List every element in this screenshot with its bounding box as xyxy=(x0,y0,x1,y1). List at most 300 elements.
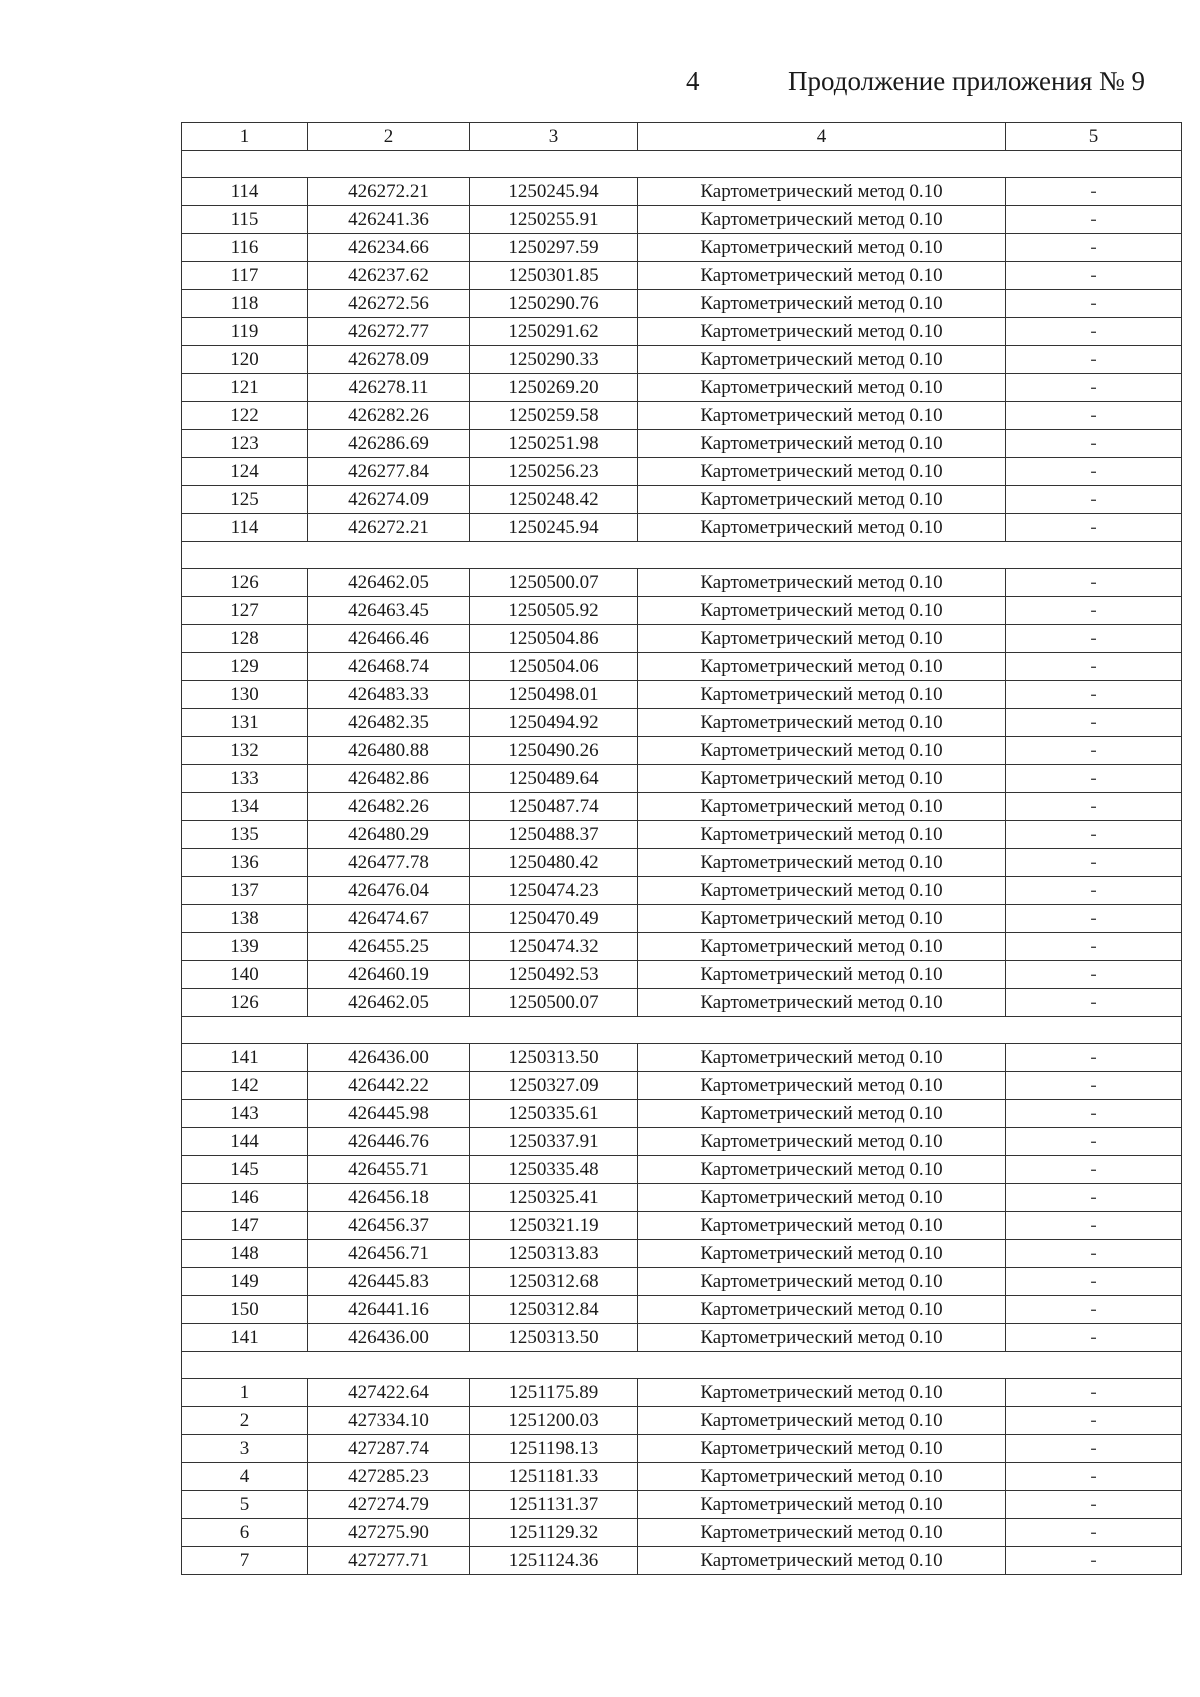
y-coordinate-cell: 1250498.01 xyxy=(470,681,638,709)
table-row xyxy=(182,961,1182,989)
y-coordinate-cell: 1251198.13 xyxy=(470,1435,638,1463)
note-cell: - xyxy=(1006,402,1182,430)
x-coordinate-cell: 426442.22 xyxy=(308,1072,470,1100)
method-cell: Картометрический метод 0.10 xyxy=(638,234,1006,262)
method-cell: Картометрический метод 0.10 xyxy=(638,458,1006,486)
table-row xyxy=(182,933,1182,961)
table-row xyxy=(182,569,1182,597)
note-cell: - xyxy=(1006,1463,1182,1491)
x-coordinate-cell: 426278.11 xyxy=(308,374,470,402)
point-number-cell: 135 xyxy=(182,821,308,849)
note-cell: - xyxy=(1006,737,1182,765)
x-coordinate-cell: 427287.74 xyxy=(308,1435,470,1463)
header-cell: 4 xyxy=(638,123,1006,151)
table-row xyxy=(182,1547,1182,1575)
point-number-cell: 145 xyxy=(182,1156,308,1184)
note-cell: - xyxy=(1006,458,1182,486)
method-cell: Картометрический метод 0.10 xyxy=(638,402,1006,430)
x-coordinate-cell: 426272.77 xyxy=(308,318,470,346)
x-coordinate-cell: 427277.71 xyxy=(308,1547,470,1575)
point-number-cell: 137 xyxy=(182,877,308,905)
method-cell: Картометрический метод 0.10 xyxy=(638,1072,1006,1100)
note-cell: - xyxy=(1006,1044,1182,1072)
point-number-cell: 139 xyxy=(182,933,308,961)
method-cell: Картометрический метод 0.10 xyxy=(638,1240,1006,1268)
method-cell: Картометрический метод 0.10 xyxy=(638,1044,1006,1072)
header-cell: 5 xyxy=(1006,123,1182,151)
table-row xyxy=(182,709,1182,737)
point-number-cell: 124 xyxy=(182,458,308,486)
header-cell: 2 xyxy=(308,123,470,151)
x-coordinate-cell: 426455.25 xyxy=(308,933,470,961)
method-cell: Картометрический метод 0.10 xyxy=(638,793,1006,821)
table-row xyxy=(182,1156,1182,1184)
group-separator-cell xyxy=(182,1352,1182,1379)
method-cell: Картометрический метод 0.10 xyxy=(638,374,1006,402)
point-number-cell: 130 xyxy=(182,681,308,709)
method-cell: Картометрический метод 0.10 xyxy=(638,1212,1006,1240)
note-cell: - xyxy=(1006,765,1182,793)
y-coordinate-cell: 1250327.09 xyxy=(470,1072,638,1100)
method-cell: Картометрический метод 0.10 xyxy=(638,1463,1006,1491)
table-row xyxy=(182,486,1182,514)
point-number-cell: 134 xyxy=(182,793,308,821)
note-cell: - xyxy=(1006,1435,1182,1463)
table-row xyxy=(182,178,1182,206)
method-cell: Картометрический метод 0.10 xyxy=(638,765,1006,793)
table-row xyxy=(182,346,1182,374)
point-number-cell: 138 xyxy=(182,905,308,933)
method-cell: Картометрический метод 0.10 xyxy=(638,1435,1006,1463)
x-coordinate-cell: 427422.64 xyxy=(308,1379,470,1407)
group-separator-row xyxy=(182,542,1182,569)
table-row xyxy=(182,262,1182,290)
note-cell: - xyxy=(1006,1296,1182,1324)
point-number-cell: 1 xyxy=(182,1379,308,1407)
x-coordinate-cell: 426460.19 xyxy=(308,961,470,989)
note-cell: - xyxy=(1006,989,1182,1017)
method-cell: Картометрический метод 0.10 xyxy=(638,1100,1006,1128)
point-number-cell: 117 xyxy=(182,262,308,290)
x-coordinate-cell: 426462.05 xyxy=(308,989,470,1017)
x-coordinate-cell: 426476.04 xyxy=(308,877,470,905)
point-number-cell: 144 xyxy=(182,1128,308,1156)
y-coordinate-cell: 1250291.62 xyxy=(470,318,638,346)
point-number-cell: 127 xyxy=(182,597,308,625)
note-cell: - xyxy=(1006,1072,1182,1100)
point-number-cell: 141 xyxy=(182,1324,308,1352)
point-number-cell: 150 xyxy=(182,1296,308,1324)
method-cell: Картометрический метод 0.10 xyxy=(638,569,1006,597)
point-number-cell: 128 xyxy=(182,625,308,653)
x-coordinate-cell: 426272.56 xyxy=(308,290,470,318)
method-cell: Картометрический метод 0.10 xyxy=(638,1407,1006,1435)
point-number-cell: 142 xyxy=(182,1072,308,1100)
table-row xyxy=(182,374,1182,402)
table-row xyxy=(182,1268,1182,1296)
table-row xyxy=(182,1379,1182,1407)
header-cell: 3 xyxy=(470,123,638,151)
method-cell: Картометрический метод 0.10 xyxy=(638,206,1006,234)
table-row xyxy=(182,849,1182,877)
y-coordinate-cell: 1250313.83 xyxy=(470,1240,638,1268)
note-cell: - xyxy=(1006,1324,1182,1352)
method-cell: Картометрический метод 0.10 xyxy=(638,1184,1006,1212)
table-row xyxy=(182,1435,1182,1463)
note-cell: - xyxy=(1006,961,1182,989)
note-cell: - xyxy=(1006,318,1182,346)
x-coordinate-cell: 426463.45 xyxy=(308,597,470,625)
note-cell: - xyxy=(1006,346,1182,374)
point-number-cell: 4 xyxy=(182,1463,308,1491)
x-coordinate-cell: 426272.21 xyxy=(308,514,470,542)
note-cell: - xyxy=(1006,1128,1182,1156)
table-row xyxy=(182,1463,1182,1491)
table-row xyxy=(182,1044,1182,1072)
x-coordinate-cell: 426462.05 xyxy=(308,569,470,597)
y-coordinate-cell: 1250492.53 xyxy=(470,961,638,989)
note-cell: - xyxy=(1006,1491,1182,1519)
x-coordinate-cell: 426241.36 xyxy=(308,206,470,234)
point-number-cell: 114 xyxy=(182,514,308,542)
table-body xyxy=(182,123,1182,1575)
note-cell: - xyxy=(1006,1184,1182,1212)
coordinates-table xyxy=(181,122,1182,1575)
method-cell: Картометрический метод 0.10 xyxy=(638,1156,1006,1184)
table-row xyxy=(182,430,1182,458)
x-coordinate-cell: 426272.21 xyxy=(308,178,470,206)
table-row xyxy=(182,318,1182,346)
y-coordinate-cell: 1250488.37 xyxy=(470,821,638,849)
y-coordinate-cell: 1250480.42 xyxy=(470,849,638,877)
header-row xyxy=(182,123,1182,151)
table-row xyxy=(182,206,1182,234)
note-cell: - xyxy=(1006,234,1182,262)
method-cell: Картометрический метод 0.10 xyxy=(638,905,1006,933)
y-coordinate-cell: 1250490.26 xyxy=(470,737,638,765)
x-coordinate-cell: 426466.46 xyxy=(308,625,470,653)
table-row xyxy=(182,234,1182,262)
table-row xyxy=(182,793,1182,821)
point-number-cell: 115 xyxy=(182,206,308,234)
point-number-cell: 149 xyxy=(182,1268,308,1296)
x-coordinate-cell: 427274.79 xyxy=(308,1491,470,1519)
x-coordinate-cell: 426446.76 xyxy=(308,1128,470,1156)
method-cell: Картометрический метод 0.10 xyxy=(638,737,1006,765)
group-separator-cell xyxy=(182,1017,1182,1044)
method-cell: Картометрический метод 0.10 xyxy=(638,681,1006,709)
method-cell: Картометрический метод 0.10 xyxy=(638,1547,1006,1575)
y-coordinate-cell: 1250245.94 xyxy=(470,178,638,206)
table-row xyxy=(182,1072,1182,1100)
table-row xyxy=(182,597,1182,625)
note-cell: - xyxy=(1006,1100,1182,1128)
note-cell: - xyxy=(1006,849,1182,877)
y-coordinate-cell: 1250335.61 xyxy=(470,1100,638,1128)
table-row xyxy=(182,653,1182,681)
x-coordinate-cell: 426483.33 xyxy=(308,681,470,709)
method-cell: Картометрический метод 0.10 xyxy=(638,709,1006,737)
method-cell: Картометрический метод 0.10 xyxy=(638,1519,1006,1547)
x-coordinate-cell: 426456.37 xyxy=(308,1212,470,1240)
x-coordinate-cell: 426237.62 xyxy=(308,262,470,290)
point-number-cell: 133 xyxy=(182,765,308,793)
method-cell: Картометрический метод 0.10 xyxy=(638,1268,1006,1296)
y-coordinate-cell: 1250248.42 xyxy=(470,486,638,514)
note-cell: - xyxy=(1006,905,1182,933)
y-coordinate-cell: 1250474.32 xyxy=(470,933,638,961)
method-cell: Картометрический метод 0.10 xyxy=(638,290,1006,318)
table-row xyxy=(182,1128,1182,1156)
point-number-cell: 136 xyxy=(182,849,308,877)
point-number-cell: 126 xyxy=(182,569,308,597)
x-coordinate-cell: 426278.09 xyxy=(308,346,470,374)
y-coordinate-cell: 1251200.03 xyxy=(470,1407,638,1435)
y-coordinate-cell: 1250504.06 xyxy=(470,653,638,681)
method-cell: Картометрический метод 0.10 xyxy=(638,653,1006,681)
note-cell: - xyxy=(1006,1519,1182,1547)
method-cell: Картометрический метод 0.10 xyxy=(638,318,1006,346)
y-coordinate-cell: 1250269.20 xyxy=(470,374,638,402)
table-row xyxy=(182,905,1182,933)
y-coordinate-cell: 1251175.89 xyxy=(470,1379,638,1407)
x-coordinate-cell: 426274.09 xyxy=(308,486,470,514)
note-cell: - xyxy=(1006,877,1182,905)
note-cell: - xyxy=(1006,933,1182,961)
method-cell: Картометрический метод 0.10 xyxy=(638,1128,1006,1156)
table-row xyxy=(182,737,1182,765)
point-number-cell: 118 xyxy=(182,290,308,318)
x-coordinate-cell: 426480.88 xyxy=(308,737,470,765)
y-coordinate-cell: 1250489.64 xyxy=(470,765,638,793)
note-cell: - xyxy=(1006,1547,1182,1575)
point-number-cell: 147 xyxy=(182,1212,308,1240)
point-number-cell: 114 xyxy=(182,178,308,206)
x-coordinate-cell: 427285.23 xyxy=(308,1463,470,1491)
note-cell: - xyxy=(1006,1379,1182,1407)
header-cell: 1 xyxy=(182,123,308,151)
y-coordinate-cell: 1250505.92 xyxy=(470,597,638,625)
point-number-cell: 120 xyxy=(182,346,308,374)
point-number-cell: 7 xyxy=(182,1547,308,1575)
table-row xyxy=(182,514,1182,542)
group-separator-row xyxy=(182,1352,1182,1379)
y-coordinate-cell: 1250500.07 xyxy=(470,989,638,1017)
x-coordinate-cell: 426480.29 xyxy=(308,821,470,849)
note-cell: - xyxy=(1006,1407,1182,1435)
point-number-cell: 129 xyxy=(182,653,308,681)
x-coordinate-cell: 426477.78 xyxy=(308,849,470,877)
table-row xyxy=(182,877,1182,905)
method-cell: Картометрический метод 0.10 xyxy=(638,933,1006,961)
point-number-cell: 121 xyxy=(182,374,308,402)
x-coordinate-cell: 427334.10 xyxy=(308,1407,470,1435)
table-row xyxy=(182,1212,1182,1240)
method-cell: Картометрический метод 0.10 xyxy=(638,1379,1006,1407)
y-coordinate-cell: 1250301.85 xyxy=(470,262,638,290)
y-coordinate-cell: 1250312.68 xyxy=(470,1268,638,1296)
method-cell: Картометрический метод 0.10 xyxy=(638,625,1006,653)
method-cell: Картометрический метод 0.10 xyxy=(638,346,1006,374)
method-cell: Картометрический метод 0.10 xyxy=(638,849,1006,877)
table-row xyxy=(182,989,1182,1017)
method-cell: Картометрический метод 0.10 xyxy=(638,1491,1006,1519)
point-number-cell: 146 xyxy=(182,1184,308,1212)
method-cell: Картометрический метод 0.10 xyxy=(638,262,1006,290)
method-cell: Картометрический метод 0.10 xyxy=(638,597,1006,625)
x-coordinate-cell: 426482.26 xyxy=(308,793,470,821)
x-coordinate-cell: 426456.71 xyxy=(308,1240,470,1268)
note-cell: - xyxy=(1006,262,1182,290)
point-number-cell: 143 xyxy=(182,1100,308,1128)
table-row xyxy=(182,1184,1182,1212)
x-coordinate-cell: 426456.18 xyxy=(308,1184,470,1212)
x-coordinate-cell: 426468.74 xyxy=(308,653,470,681)
note-cell: - xyxy=(1006,821,1182,849)
note-cell: - xyxy=(1006,1268,1182,1296)
method-cell: Картометрический метод 0.10 xyxy=(638,178,1006,206)
y-coordinate-cell: 1250494.92 xyxy=(470,709,638,737)
note-cell: - xyxy=(1006,709,1182,737)
table-row xyxy=(182,1324,1182,1352)
x-coordinate-cell: 426234.66 xyxy=(308,234,470,262)
point-number-cell: 3 xyxy=(182,1435,308,1463)
method-cell: Картометрический метод 0.10 xyxy=(638,1324,1006,1352)
y-coordinate-cell: 1250500.07 xyxy=(470,569,638,597)
table-row xyxy=(182,625,1182,653)
group-separator-row xyxy=(182,151,1182,178)
point-number-cell: 125 xyxy=(182,486,308,514)
point-number-cell: 140 xyxy=(182,961,308,989)
y-coordinate-cell: 1250474.23 xyxy=(470,877,638,905)
page-heading: Продолжение приложения № 9 xyxy=(788,66,1146,96)
method-cell: Картометрический метод 0.10 xyxy=(638,1296,1006,1324)
y-coordinate-cell: 1250487.74 xyxy=(470,793,638,821)
x-coordinate-cell: 426445.83 xyxy=(308,1268,470,1296)
point-number-cell: 119 xyxy=(182,318,308,346)
table-row xyxy=(182,765,1182,793)
y-coordinate-cell: 1251181.33 xyxy=(470,1463,638,1491)
x-coordinate-cell: 426441.16 xyxy=(308,1296,470,1324)
y-coordinate-cell: 1250335.48 xyxy=(470,1156,638,1184)
y-coordinate-cell: 1250504.86 xyxy=(470,625,638,653)
point-number-cell: 123 xyxy=(182,430,308,458)
note-cell: - xyxy=(1006,793,1182,821)
note-cell: - xyxy=(1006,374,1182,402)
note-cell: - xyxy=(1006,178,1182,206)
table-row xyxy=(182,1407,1182,1435)
point-number-cell: 148 xyxy=(182,1240,308,1268)
method-cell: Картометрический метод 0.10 xyxy=(638,514,1006,542)
note-cell: - xyxy=(1006,597,1182,625)
x-coordinate-cell: 426436.00 xyxy=(308,1044,470,1072)
note-cell: - xyxy=(1006,206,1182,234)
x-coordinate-cell: 426445.98 xyxy=(308,1100,470,1128)
method-cell: Картометрический метод 0.10 xyxy=(638,961,1006,989)
x-coordinate-cell: 426482.86 xyxy=(308,765,470,793)
method-cell: Картометрический метод 0.10 xyxy=(638,877,1006,905)
x-coordinate-cell: 427275.90 xyxy=(308,1519,470,1547)
table-row xyxy=(182,1240,1182,1268)
group-separator-row xyxy=(182,1017,1182,1044)
table-row xyxy=(182,1519,1182,1547)
y-coordinate-cell: 1250290.33 xyxy=(470,346,638,374)
note-cell: - xyxy=(1006,569,1182,597)
table-row xyxy=(182,1491,1182,1519)
y-coordinate-cell: 1250290.76 xyxy=(470,290,638,318)
group-separator-cell xyxy=(182,542,1182,569)
note-cell: - xyxy=(1006,1240,1182,1268)
y-coordinate-cell: 1250313.50 xyxy=(470,1324,638,1352)
y-coordinate-cell: 1250313.50 xyxy=(470,1044,638,1072)
point-number-cell: 131 xyxy=(182,709,308,737)
y-coordinate-cell: 1250470.49 xyxy=(470,905,638,933)
group-separator-cell xyxy=(182,151,1182,178)
x-coordinate-cell: 426282.26 xyxy=(308,402,470,430)
table-row xyxy=(182,458,1182,486)
y-coordinate-cell: 1250321.19 xyxy=(470,1212,638,1240)
method-cell: Картометрический метод 0.10 xyxy=(638,486,1006,514)
note-cell: - xyxy=(1006,514,1182,542)
y-coordinate-cell: 1250256.23 xyxy=(470,458,638,486)
y-coordinate-cell: 1250297.59 xyxy=(470,234,638,262)
y-coordinate-cell: 1251124.36 xyxy=(470,1547,638,1575)
note-cell: - xyxy=(1006,653,1182,681)
y-coordinate-cell: 1250255.91 xyxy=(470,206,638,234)
x-coordinate-cell: 426286.69 xyxy=(308,430,470,458)
method-cell: Картометрический метод 0.10 xyxy=(638,430,1006,458)
table-row xyxy=(182,1296,1182,1324)
point-number-cell: 126 xyxy=(182,989,308,1017)
note-cell: - xyxy=(1006,1212,1182,1240)
coordinates-table-container xyxy=(181,122,1181,1575)
x-coordinate-cell: 426455.71 xyxy=(308,1156,470,1184)
x-coordinate-cell: 426277.84 xyxy=(308,458,470,486)
y-coordinate-cell: 1251131.37 xyxy=(470,1491,638,1519)
point-number-cell: 5 xyxy=(182,1491,308,1519)
page-number: 4 xyxy=(686,66,700,96)
note-cell: - xyxy=(1006,290,1182,318)
y-coordinate-cell: 1250259.58 xyxy=(470,402,638,430)
y-coordinate-cell: 1250337.91 xyxy=(470,1128,638,1156)
point-number-cell: 132 xyxy=(182,737,308,765)
point-number-cell: 141 xyxy=(182,1044,308,1072)
y-coordinate-cell: 1251129.32 xyxy=(470,1519,638,1547)
table-row xyxy=(182,821,1182,849)
note-cell: - xyxy=(1006,486,1182,514)
y-coordinate-cell: 1250312.84 xyxy=(470,1296,638,1324)
note-cell: - xyxy=(1006,625,1182,653)
point-number-cell: 122 xyxy=(182,402,308,430)
note-cell: - xyxy=(1006,681,1182,709)
method-cell: Картометрический метод 0.10 xyxy=(638,821,1006,849)
point-number-cell: 6 xyxy=(182,1519,308,1547)
x-coordinate-cell: 426474.67 xyxy=(308,905,470,933)
table-row xyxy=(182,402,1182,430)
y-coordinate-cell: 1250245.94 xyxy=(470,514,638,542)
note-cell: - xyxy=(1006,1156,1182,1184)
point-number-cell: 2 xyxy=(182,1407,308,1435)
note-cell: - xyxy=(1006,430,1182,458)
point-number-cell: 116 xyxy=(182,234,308,262)
table-row xyxy=(182,290,1182,318)
x-coordinate-cell: 426436.00 xyxy=(308,1324,470,1352)
table-row xyxy=(182,681,1182,709)
method-cell: Картометрический метод 0.10 xyxy=(638,989,1006,1017)
y-coordinate-cell: 1250251.98 xyxy=(470,430,638,458)
y-coordinate-cell: 1250325.41 xyxy=(470,1184,638,1212)
table-row xyxy=(182,1100,1182,1128)
